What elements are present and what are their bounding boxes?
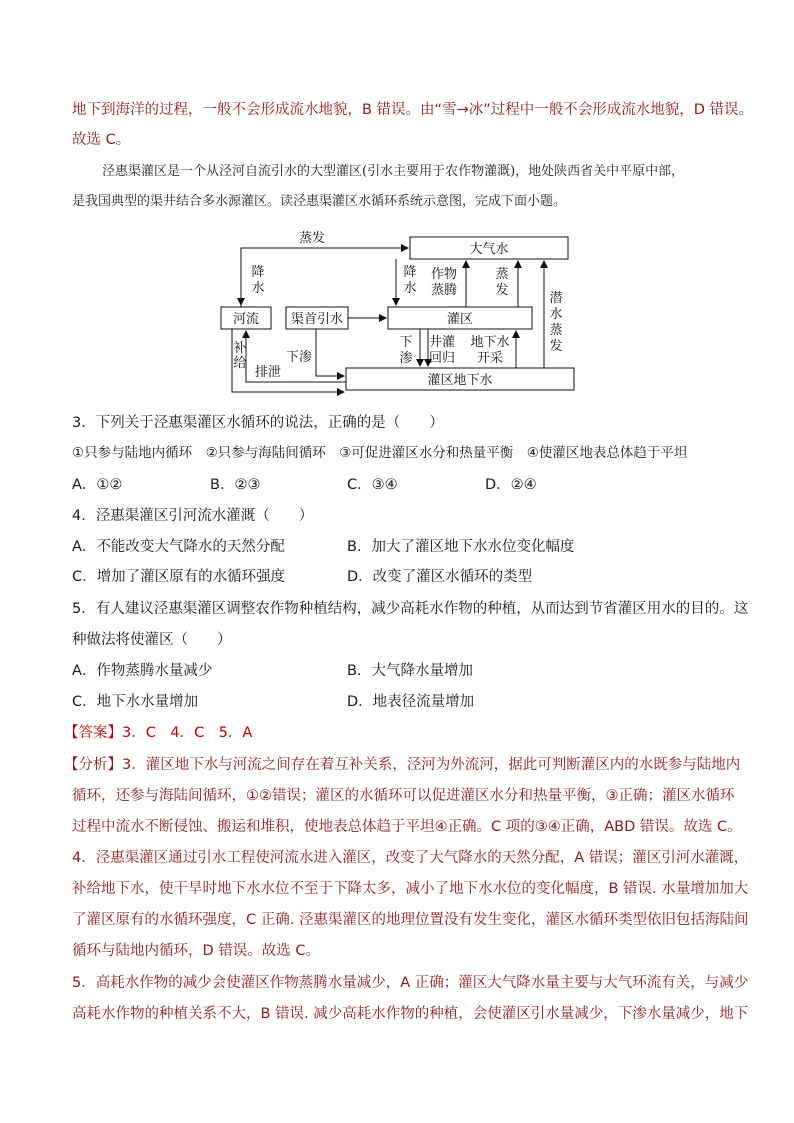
groundwater-pump-line-2: 开采	[476, 351, 504, 366]
continuation-line-1: 地下到海洋的过程，一般不会形成流水地貌，B 错误。由“雪→冰”过程中一般不会形成流水地貌，D 错误。	[72, 102, 754, 118]
evaporation-top-arrow	[241, 248, 408, 307]
precip-left-char-1: 降	[251, 265, 265, 280]
q3-option-d: D．②④	[485, 477, 537, 493]
q5-option-b: B．大气降水量增加	[347, 663, 473, 679]
water-cycle-diagram	[0, 228, 794, 398]
evaporation-mid-char-1: 蒸	[495, 267, 509, 282]
q4-option-c: C．增加了灌区原有的水循环强度	[72, 569, 286, 585]
analysis-line-2: 循环，还参与海陆间循环，①②错误；灌区的水循环可以促进灌区水分和热量平衡，③正确；灌区水循环	[72, 788, 735, 804]
analysis-line-7: 循环与陆地内循环，D 错误。故选 C。	[72, 943, 321, 959]
q5-option-a: A．作物蒸腾水量减少	[72, 663, 213, 679]
phreatic-evap-char-3: 蒸	[549, 323, 563, 338]
q5-option-d: D．地表径流量增加	[347, 694, 475, 710]
intro-line-2: 是我国典型的渠井结合多水源灌区。读泾惠渠灌区水循环系统示意图，完成下面小题。	[72, 194, 567, 209]
q4-option-b: B．加大了灌区地下水水位变化幅度	[347, 539, 575, 555]
evaporation-mid-char-2: 发	[495, 283, 509, 298]
continuation-line-2: 故选 C。	[72, 132, 131, 148]
analysis-line-8: 5．高耗水作物的减少会使灌区作物蒸腾水量减少，A 正确；灌区大气降水量主要与大气环流有关，与减少	[72, 975, 749, 991]
analysis-line-3: 过程中流水不断侵蚀、搬运和堆积，使地表总体趋于平坦④正确。C 项的③④正确，ABD 错误。故选 C。	[72, 819, 742, 835]
intro-line-1: 泾惠渠灌区是一个从泾河自流引水的大型灌区(引水主要用于农作物灌溉)，地处陕西省关中平原中部，	[102, 164, 685, 179]
q3-statements: ①只参与陆地内循环 ②只参与海陆间循环 ③可促进灌区水分和热量平衡 ④使灌区地表总体趋于平坦	[72, 445, 688, 461]
seepage-mid-char-1: 下	[399, 335, 413, 350]
q3-option-a: A．①②	[72, 477, 123, 493]
well-return-line-1: 井灌	[428, 335, 456, 350]
river-label: 河流	[232, 312, 260, 327]
q5-stem-line-2: 种做法将使灌区（ ）	[72, 632, 232, 648]
q4-option-d: D．改变了灌区水循环的类型	[347, 569, 533, 585]
q3-option-c: C．③④	[347, 477, 398, 493]
answer-line	[64, 723, 252, 743]
well-return-line-2: 回归	[428, 351, 456, 366]
precip-left-char-2: 水	[251, 281, 265, 296]
answer-tag: 【答案】	[64, 725, 122, 741]
recharge-char-2: 给	[233, 356, 247, 371]
evaporation-top-label: 蒸发	[298, 231, 326, 246]
phreatic-evap-char-1: 潜	[549, 291, 563, 306]
groundwater-pump-line-1: 地下水	[470, 335, 510, 350]
q5-stem-line-1: 5．有人建议泾惠渠灌区调整农作物种植结构，减少高耗水作物的种植，从而达到节省灌区用水的目的。这	[72, 601, 749, 617]
crop-transpiration-line-2: 蒸腾	[430, 283, 458, 298]
analysis-line-4: 4．泾惠渠灌区通过引水工程使河流水进入灌区，改变了大气降水的天然分配，A 错误；灌区引河水灌溉，	[72, 850, 749, 866]
q4-option-a: A．不能改变大气降水的天然分配	[72, 539, 285, 555]
groundwater-label: 灌区地下水	[427, 373, 493, 388]
recharge-char-1: 补	[233, 341, 247, 356]
seepage-left-label: 下渗	[285, 350, 313, 365]
irrigation-area-label: 灌区	[446, 312, 474, 327]
precip-mid-char-2: 水	[403, 281, 417, 296]
seepage-mid-char-2: 渗	[399, 351, 413, 366]
seepage-left-arrow	[316, 329, 344, 376]
precip-mid-char-1: 降	[403, 265, 417, 280]
q4-stem: 4．泾惠渠灌区引河流水灌溉（ ）	[72, 508, 314, 524]
q3-option-b: B．②③	[210, 477, 261, 493]
q3-stem: 3．下列关于泾惠渠灌区水循环的说法，正确的是（ ）	[72, 415, 444, 431]
phreatic-evap-char-4: 发	[549, 339, 563, 354]
crop-transpiration-line-1: 作物	[430, 267, 458, 282]
discharge-label: 排泄	[254, 365, 282, 380]
analysis-line-5: 补给地下水，使干旱时地下水水位不至于下降太多，减小了地下水水位的变化幅度，B 错误. 水量增加加大	[72, 881, 749, 897]
canal-intake-label: 渠首引水	[290, 312, 344, 327]
analysis-line-1	[64, 755, 740, 775]
q5-option-c: C．地下水水量增加	[72, 694, 199, 710]
analysis-tag: 【分析】	[64, 757, 122, 773]
answer-text: 3．C 4．C 5．A	[122, 725, 253, 741]
analysis-line-9: 高耗水作物的种植关系不大，B 错误. 减少高耗水作物的种植，会使灌区引水量减少，下渗水量减少，地下	[72, 1006, 749, 1022]
atmosphere-label: 大气水	[469, 242, 509, 257]
analysis-line-6: 了灌区原有的水循环强度，C 正确. 泾惠渠灌区的地理位置没有发生变化，灌区水循环类型依旧包括海陆间	[72, 912, 749, 928]
analysis-first-text: 3．灌区地下水与河流之间存在着互补关系，泾河为外流河，据此可判断灌区内的水既参与陆地内	[122, 757, 741, 773]
phreatic-evap-char-2: 水	[549, 307, 563, 322]
